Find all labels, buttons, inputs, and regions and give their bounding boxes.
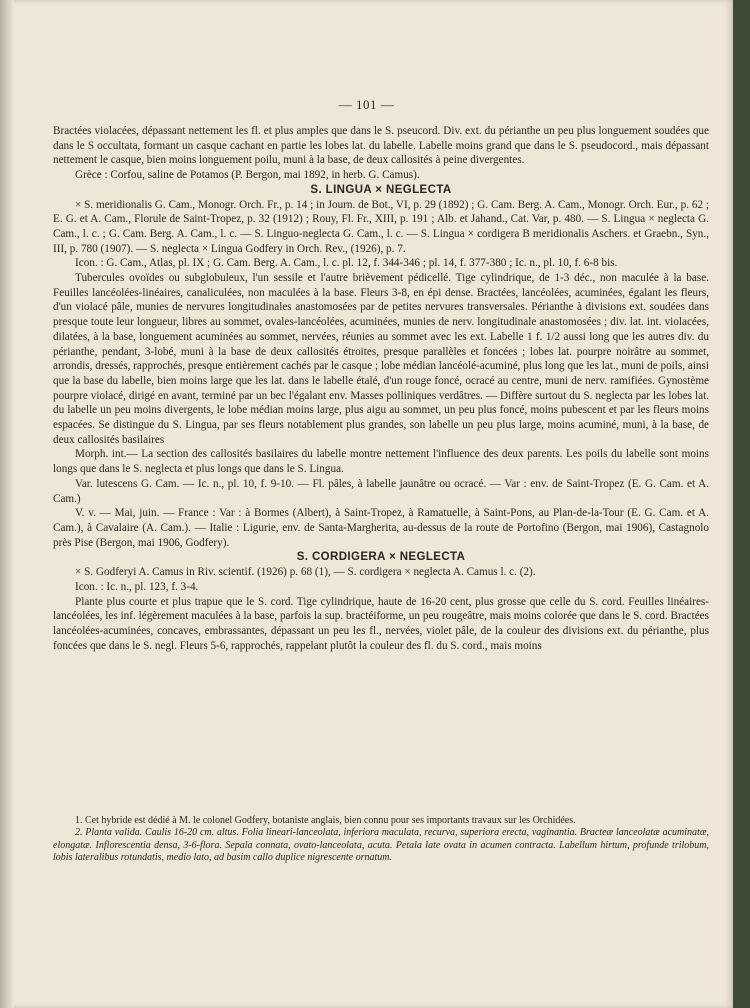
distribution-paragraph: V. v. — Mai, juin. — France : Var : à Bormes (Albert), à Saint-Tropez, à Ramatuelle, à Saint-Pons, au Plan-de-la-Tour (E. G. Cam. et A. Cam.), à Cavalaire (A. Cam.). — Italie : Ligurie, env. de Santa-Margherita, au-dessus de la route de Portofino (Bergon, mai 1906), Castagnolo près Pise (Bergon, mai 1906, Godfery).	[53, 507, 709, 549]
section-heading-cordigera-neglecta: S. CORDIGERA × NEGLECTA	[296, 551, 466, 564]
synonymy-paragraph-2: × S. Godferyi A. Camus in Riv. scientif. (1926) p. 68 (1), — S. cordigera × neglecta A. Camus l. c. (2).	[75, 566, 536, 579]
synonymy-paragraph: × S. meridionalis G. Cam., Monogr. Orch. Fr., p. 14 ; in Journ. de Bot., VI, p. 29 (1892) ; G. Cam. Berg. A. Cam., Monogr. Orch. Eur., p. 62 ; E. G. et A. Cam., Florule de Saint-Tropez, p. 32 (1912) ; Rouy, Fl. Fr., XIII, p. 191 ; Alb. et Jahand., Cat. Var, p. 480. — S. Lingua × neglecta G. Cam., l. c. ; G. Cam. Berg. A. Cam., l. c. — S. Linguo-neglecta G. Cam., l. c. — S. Lingua × cordigera B meridionalis Aschers. et Graebn., Syn., III, p. 780 (1907). — S. neglecta × Lingua Godfery in Orch. Rev., (1926), p. 7.	[53, 198, 709, 255]
page-number: — 101 —	[338, 97, 395, 112]
description-paragraph-2: Plante plus courte et plus trapue que le S. cord. Tige cylindrique, haute de 16-20 cent, plus grosse que celle du S. cord. Feuilles linéaires-lancéolées, les inf. légèrement maculées à la base, parfois la sup. bractéiforme, un peu rougeâtre, mais moins colorée que dans le S. cord. Bractées lancéolées-acuminées, concaves, embrassantes, dépassant un peu les fl., nervées, violet pâle, de la couleur des divisions ext. du périanthe, plus foncées que dans le S. negl. Fleurs 5-6, rapprochés, rappelant plutôt la couleur des fl. du S. cord., mais moins	[53, 595, 709, 652]
footnote-1: 1. Cet hybride est dédié à M. le colonel Godfery, botaniste anglais, bien connu pour ses importants travaux sur les Orchidées.	[75, 815, 576, 826]
footnote-2: 2. Planta valida. Caulis 16-20 cm. altus. Folia lineari-lanceolata, inferiora maculata, recurva, superiora erecta, vaginantia. Bracteæ lanceolatæ acuminatæ, elongatæ. Inflorescentia densa, 3-6-flora. Sepala connata, ovato-lanceolata, acuta. Petala late ovata in acumen contracta. Labellum hirtum, profunde trilobum, lobis lateralibus rotundatis, medio lato, ad basim callo duplice nigrescente ornatum.	[53, 827, 709, 864]
variety-paragraph: Var. lutescens G. Cam. — Ic. n., pl. 10, f. 9-10. — Fl. pâles, à labelle jaunâtre ou ocracé. — Var : env. de Saint-Tropez (E. G. Cam. et A. Cam.)	[53, 477, 709, 505]
description-paragraph: Tubercules ovoïdes ou subglobuleux, l'un sessile et l'autre brièvement pédicellé. Tige cylindrique, de 1-3 déc., non maculée à la base. Feuilles lancéolées-linéaires, canaliculées, non maculées à la base. Fleurs 3-8, en épi dense. Bractées, lancéolées, acuminées, égalant les fleurs, d'un violacé pâle, munies de nervures longitudinales anastomosées par de petites nervures transversales. Périanthe à divisions ext. soudées dans presque toute leur longueur, libres au sommet, ovales-lancéolées, acuminées, munies de nerv. longitudinale anastomosées ; div. lat. int. violacées, dilatées, à la base, longuement acuminées au sommet, nervées, réunies au sommet avec les ext. Labelle 1 f. 1/2 aussi long que les autres div. du périanthe, pendant, 3-lobé, muni à la base de deux callosités étroites, presque parallèles et foncées ; lobes lat. pourpre noirâtre au sommet, arrondis, dressés, rapprochés, presque entièrement cachés par le casque ; lobe médian lancéolé-acuminé, plus long que les lat., muni de poils, ainsi que la base du labelle, bien moins large que les lat. dans le labelle étalé, d'un rouge foncé, ocracé au centre, muni de nerv. ramifiées. Gynostème pourpre violacé, dirigé en avant, terminé par un bec l'égalant env. Masses polliniques verdâtres. — Diffère surtout du S. neglecta par les lobes lat. du labelle un peu moins divergents, le lobe médian moins large, plus aigu au sommet, un peu plus foncé, moins pubescent et par les fleurs moins espacées. Se distingue du S. Lingua, par ses fleurs notablement plus grandes, son labelle un peu plus large, moins acuminé, muni, à la base, de deux callosités basilaires	[53, 272, 709, 446]
paragraph-top-1: Bractées violacées, dépassant nettement les fl. et plus amples que dans le S. pseucord. Div. ext. du périanthe un peu plus longuement soudées que dans le S occultata, formant un casque cachant en partie les lobes lat. du labelle. Labelle moins grand que dans le S. pseudocord., mais dépassant nettement le casque, bien moins longuement poilu, muni à la base, de deux callosités à peine divergentes.	[53, 125, 709, 167]
page-gutter	[0, 0, 14, 1008]
paragraph-top-2: Grèce : Corfou, saline de Potamos (P. Bergon, mai 1892, in herb. G. Camus).	[75, 169, 420, 182]
section-heading-lingua-neglecta: S. LINGUA × NEGLECTA	[310, 183, 452, 196]
footnotes	[53, 815, 709, 865]
morphology-paragraph: Morph. int.— La section des callosités basilaires du labelle montre nettement l'influence des deux parents. Les poils du labelle sont moins longs que dans le S. neglecta et plus longs que dans le S. Lingua.	[53, 448, 709, 476]
page-body	[53, 124, 709, 653]
icon-references-2: Icon. : Ic. n., pl. 123, f. 3-4.	[75, 580, 199, 593]
icon-references: Icon. : G. Cam., Atlas, pl. IX ; G. Cam. Berg. A. Cam., l. c. pl. 12, f. 344-346 ; pl. 14, f. 377-380 ; Ic. n., pl. 10, f. 6-8 bis.	[75, 257, 618, 270]
